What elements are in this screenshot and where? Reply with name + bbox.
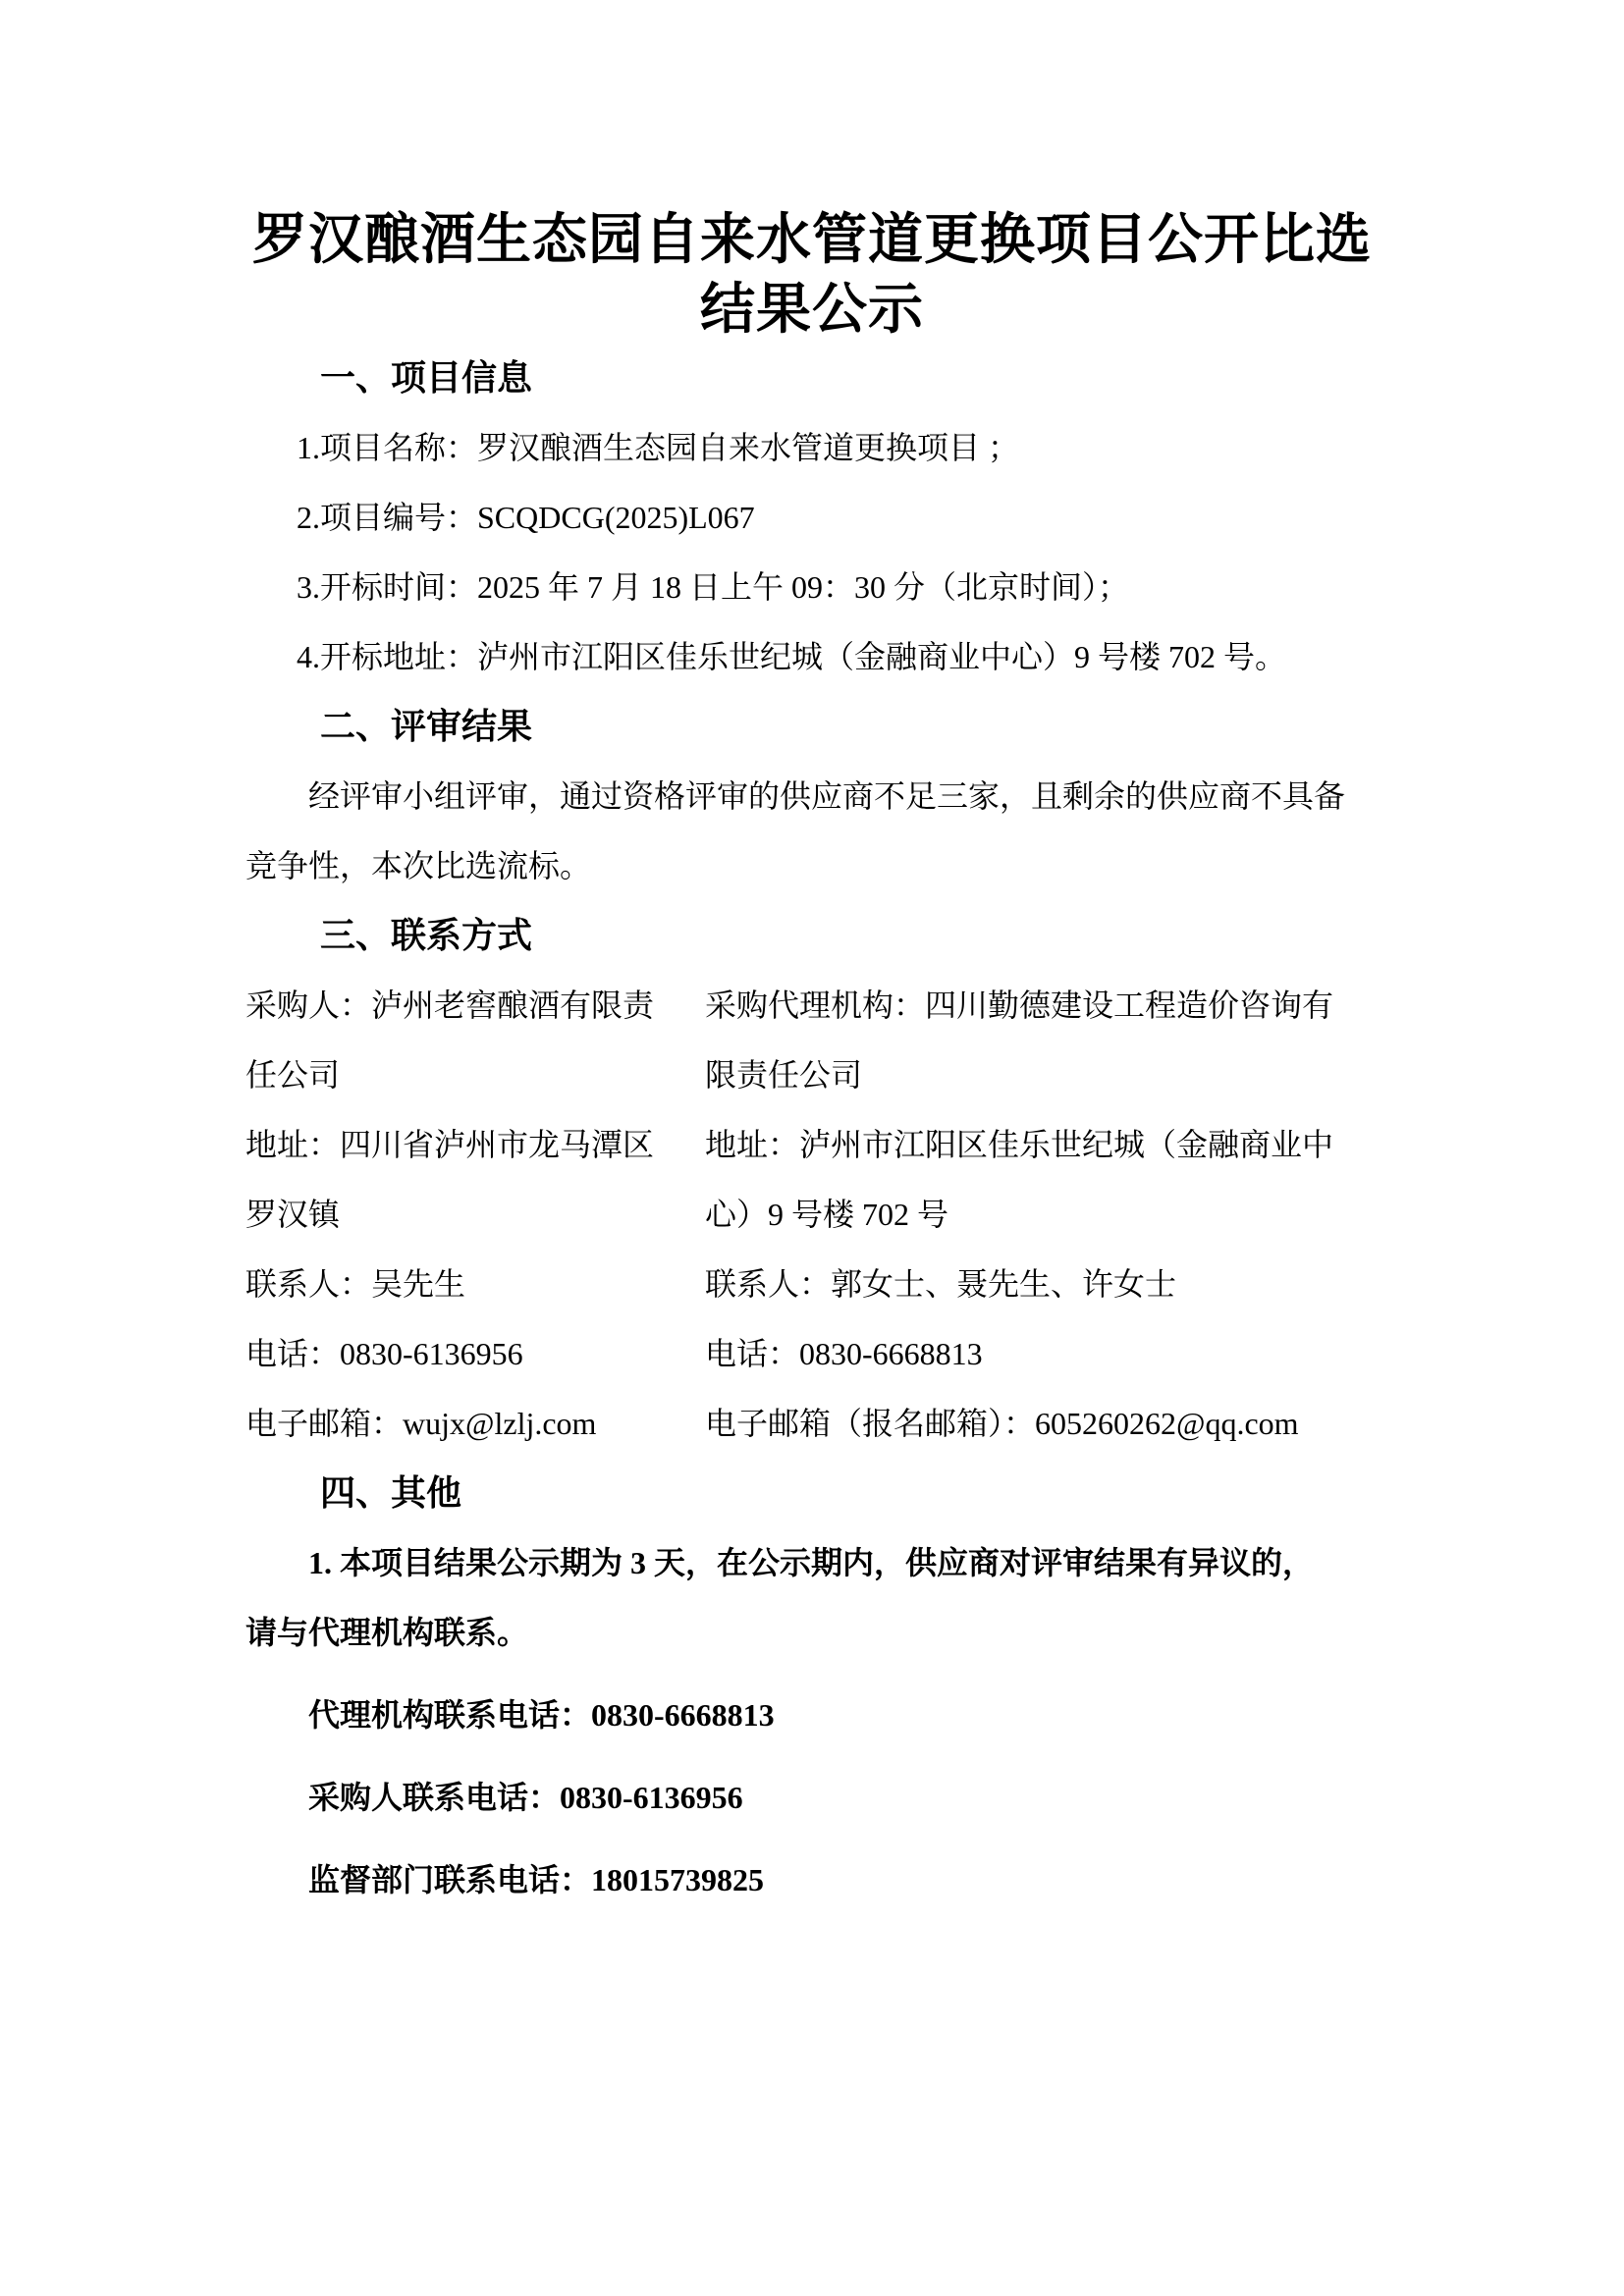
bid-opening-time-item: 3.开标时间：2025 年 7 月 18 日上午 09：30 分（北京时间）； xyxy=(297,569,1130,605)
purchaser-contact-person: 联系人：吴先生 xyxy=(245,1266,466,1302)
section-heading-other: 四、其他 xyxy=(320,1473,462,1513)
purchaser-email: 电子邮箱：wujx@lzlj.com xyxy=(245,1406,597,1441)
section-heading-project-info: 一、项目信息 xyxy=(320,358,533,398)
contact-columns xyxy=(245,971,1379,1459)
review-result-paragraph: 经评审小组评审，通过资格评审的供应商不足三家，且剩余的供应商不具备 竞争性，本次比选流标。 xyxy=(245,778,1346,883)
purchaser-phone: 电话：0830-6136956 xyxy=(245,1336,523,1371)
agency-email: 电子邮箱（报名邮箱）：605260262@qq.com xyxy=(705,1406,1299,1441)
publicity-period-paragraph: 1. 本项目结果公示期为 3 天，在公示期内，供应商对评审结果有异议的， 请与代理机构联系。 xyxy=(245,1545,1315,1650)
section-heading-review-result: 二、评审结果 xyxy=(320,707,533,746)
supervision-phone-block xyxy=(245,1681,1379,1915)
agency-column xyxy=(705,971,1379,1459)
purchaser-name: 采购人：泸州老窖酿酒有限责 任公司 xyxy=(245,988,655,1093)
supervision-phone-line: 监督部门联系电话：18015739825 xyxy=(308,1862,765,1897)
purchaser-phone-line: 采购人联系电话：0830-6136956 xyxy=(308,1780,743,1815)
section-heading-contact: 三、联系方式 xyxy=(320,916,533,955)
project-info-items xyxy=(245,413,1379,692)
agency-address: 地址：泸州市江阳区佳乐世纪城（金融商业中 心）9 号楼 702 号 xyxy=(705,1127,1334,1232)
project-name-item: 1.项目名称：罗汉酿酒生态园自来水管道更换项目 ； xyxy=(297,430,1020,465)
project-number-item: 2.项目编号：SCQDCG(2025)L067 xyxy=(297,500,755,535)
agency-phone-line: 代理机构联系电话：0830-6668813 xyxy=(308,1697,775,1733)
purchaser-column xyxy=(245,971,705,1459)
agency-phone: 电话：0830-6668813 xyxy=(705,1336,983,1371)
agency-contact-person: 联系人：郭女士、聂先生、许女士 xyxy=(705,1266,1177,1302)
purchaser-address: 地址：四川省泸州市龙马潭区 罗汉镇 xyxy=(245,1127,655,1232)
agency-name: 采购代理机构：四川勤德建设工程造价咨询有 限责任公司 xyxy=(705,988,1334,1093)
document-title: 罗汉酿酒生态园自来水管道更换项目公开比选 结果公示 xyxy=(252,208,1372,340)
bid-opening-address-item: 4.开标地址：泸州市江阳区佳乐世纪城（金融商业中心）9 号楼 702 号。 xyxy=(297,639,1287,674)
